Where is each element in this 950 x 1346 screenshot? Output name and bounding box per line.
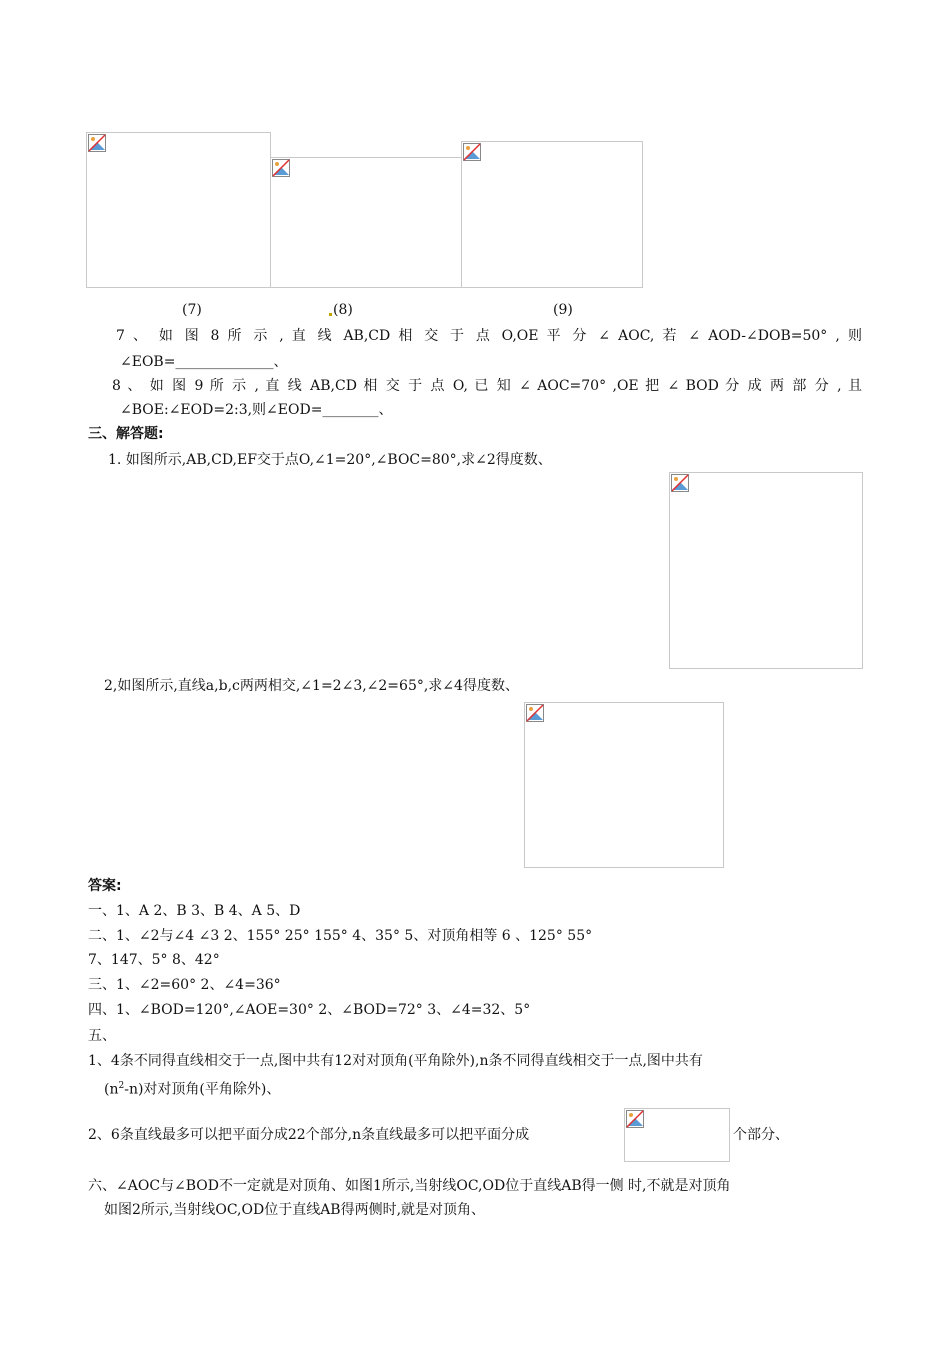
answers-line-5: 四、1、∠BOD=120°,∠AOE=30° 2、∠BOD=72° 3、∠4=32、5° <box>88 1002 531 1018</box>
broken-image-icon <box>463 143 481 161</box>
section-3-question-1-image <box>669 472 863 669</box>
question-7-line-2: ∠EOB=______________、 <box>120 354 288 370</box>
figure-9-image <box>461 141 643 288</box>
answers-line-11: 如图2所示,当射线OC,OD位于直线AB得两侧时,就是对顶角、 <box>104 1202 486 1218</box>
figure-label-9: (9) <box>553 302 573 318</box>
section-3-question-2-image <box>524 702 724 868</box>
figure-label-8-text: (8) <box>333 302 353 318</box>
answers-line-1: 一、1、A 2、B 3、B 4、A 5、D <box>88 903 301 919</box>
answers-line-8-pre: (n <box>104 1081 119 1098</box>
answers-line-10: 六、∠AOC与∠BOD不一定就是对顶角、如图1所示,当射线OC,OD位于直线AB得一侧 时,不就是对顶角 <box>88 1178 731 1194</box>
figure-7-image <box>86 132 271 288</box>
answers-heading: 答案: <box>88 878 122 894</box>
question-8-line-1: 8 、 如 图 9 所 示 , 直 线 AB,CD 相 交 于 点 O, 已 知 ∠ AOC=70° ,OE 把 ∠ BOD 分 成 两 部 分 , 且 <box>112 378 862 394</box>
figure-label-7: (7) <box>182 302 202 318</box>
broken-image-icon <box>272 159 290 177</box>
section-3-question-1: 1. 如图所示,AB,CD,EF交于点O,∠1=20°,∠BOC=80°,求∠2得度数、 <box>108 452 552 468</box>
broken-image-icon <box>88 134 106 152</box>
question-8-line-2: ∠BOE:∠EOD=2:3,则∠EOD=________、 <box>120 402 393 418</box>
answers-line-8-post: -n)对对顶角(平角除外)、 <box>124 1081 281 1098</box>
answers-line-4: 三、1、∠2=60° 2、∠4=36° <box>88 977 281 993</box>
answers-line-9-pre: 2、6条直线最多可以把平面分成22个部分,n条直线最多可以把平面分成 <box>88 1127 530 1143</box>
figure-8-image <box>270 157 462 288</box>
answers-line-3: 7、147、5° 8、42° <box>88 952 220 968</box>
broken-image-icon <box>626 1110 644 1128</box>
answers-line-9-post: 个部分、 <box>733 1127 789 1143</box>
figure-label-8 <box>328 301 353 319</box>
broken-image-icon <box>671 474 689 492</box>
answers-line-7: 1、4条不同得直线相交于一点,图中共有12对对顶角(平角除外),n条不同得直线相交于一点,图中共有 <box>88 1053 703 1069</box>
answers-line-8 <box>104 1077 280 1099</box>
answers-line-6: 五、 <box>88 1028 116 1044</box>
answers-line-2: 二、1、∠2与∠4 ∠3 2、155° 25° 155° 4、35° 5、对顶角相等 6 、125° 55° <box>88 928 593 944</box>
broken-image-icon <box>526 704 544 722</box>
answers-line-8-sup: 2 <box>118 1081 125 1091</box>
section-3-heading: 三、解答题: <box>88 426 164 442</box>
section-3-question-2: 2,如图所示,直线a,b,c两两相交,∠1=2∠3,∠2=65°,求∠4得度数、 <box>104 678 519 694</box>
marker-dot <box>329 313 332 316</box>
question-7-line-1: 7 、 如 图 8 所 示 , 直 线 AB,CD 相 交 于 点 O,OE 平 分 ∠ AOC, 若 ∠ AOD-∠DOB=50° , 则 <box>116 328 862 344</box>
answers-formula-image <box>624 1108 730 1162</box>
